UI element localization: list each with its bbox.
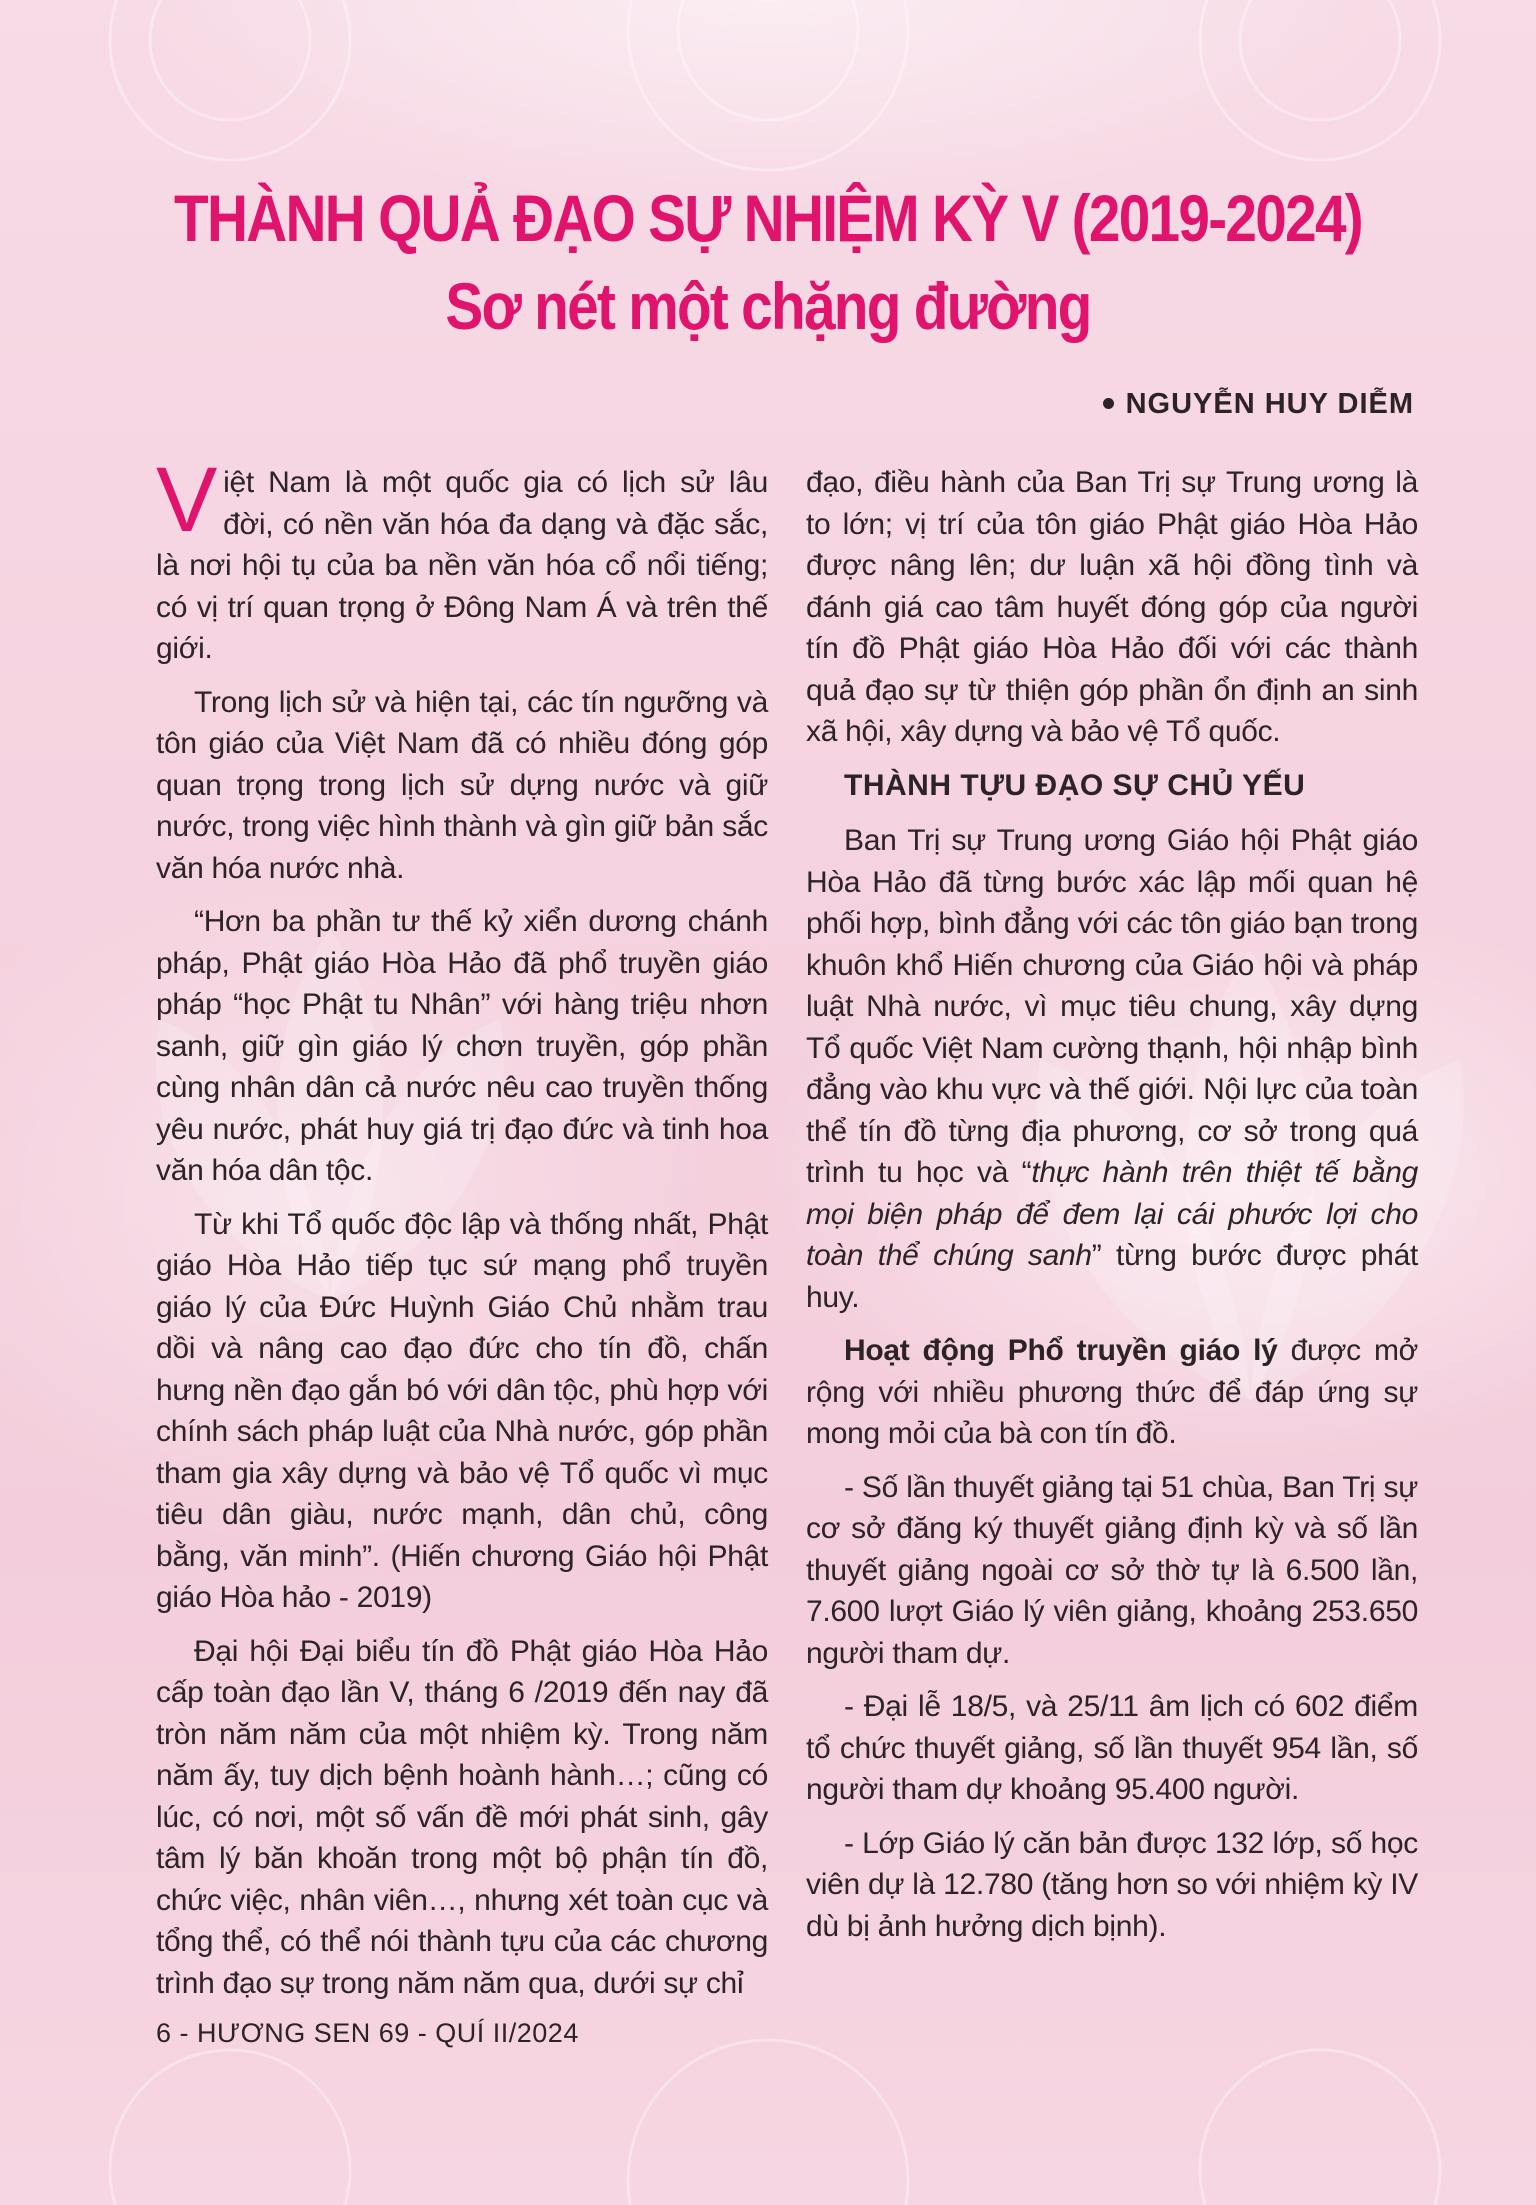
paragraph: “Hơn ba phần tư thế kỷ xiển dương chánh pháp, Phật giáo Hòa Hảo đã phổ truyền giáo pháp “học Phật tu Nhân” với hàng triệu nhơn sanh, giữ gìn giáo lý chơn truyền, góp phần cùng nhân dân cả nước nêu cao truyền thống yêu nước, phát huy giá trị đạo đức và tinh hoa văn hóa dân tộc. xyxy=(156,905,768,1187)
paragraph: Hoạt động Phổ truyền giáo lý được mở rộng với nhiều phương thức để đáp ứng sự mong mỏi của bà con tín đồ. xyxy=(806,1334,1419,1450)
paragraph: đạo, điều hành của Ban Trị sự Trung ương là to lớn; vị trí của tôn giáo Phật giáo Hòa Hảo được nâng lên; dư luận xã hội đồng tình và đánh giá cao tâm huyết đóng góp của người tín đồ Phật giáo Hòa Hảo đối với các thành quả đạo sự từ thiện góp phần ổn định an sinh xã hội, xây dựng và bảo vệ Tổ quốc. xyxy=(806,466,1418,748)
section-heading: THÀNH TỰU ĐẠO SỰ CHỦ YẾU xyxy=(844,768,1306,802)
paragraph: Trong lịch sử và hiện tại, các tín ngưỡng và tôn giáo của Việt Nam đã có nhiều đóng góp quan trọng trong lịch sử dựng nước và giữ nước, trong việc hình thành và gìn giữ bản sắc văn hóa nước nhà. xyxy=(156,685,768,885)
drop-cap: V xyxy=(156,449,218,551)
paragraph: - Lớp Giáo lý căn bản được 132 lớp, số học viên dự là 12.780 (tăng hơn so với nhiệm kỳ IV dù bị ảnh hưởng dịch bịnh). xyxy=(806,1826,1418,1943)
italic-quote: thực hành trên thiệt tế bằng mọi biện pháp để đem lại cái phước lợi cho toàn thể chúng sanh xyxy=(806,1156,1418,1272)
paragraph: Từ khi Tổ quốc độc lập và thống nhất, Phật giáo Hòa Hảo tiếp tục sứ mạng phổ truyền giáo lý của Đức Huỳnh Giáo Chủ nhằm trau dồi và nâng cao đạo đức cho tín đồ, chấn hưng nền đạo gắn bó với dân tộc, phù hợp với chính sách pháp luật của Nhà nước, góp phần tham gia xây dựng và bảo vệ Tổ quốc vì mục tiêu dân giàu, nước mạnh, dân chủ, công bằng, văn minh”. (Hiến chương Giáo hội Phật giáo Hòa hảo - 2019) xyxy=(156,1207,768,1614)
page-footer: 6 - HƯƠNG SEN 69 - QUÍ II/2024 xyxy=(156,2018,579,2048)
bullet-icon xyxy=(1103,398,1114,409)
article-title-line1: THÀNH QUẢ ĐẠO SỰ NHIỆM KỲ V (2019-2024) xyxy=(173,181,1362,255)
paragraph: - Số lần thuyết giảng tại 51 chùa, Ban Trị sự cơ sở đăng ký thuyết giảng định kỳ và số lần thuyết giảng ngoài cơ sở thờ tự là 6.500 lần, 7.600 lượt Giáo lý viên giảng, khoảng 253.650 người tham dự. xyxy=(806,1470,1418,1670)
article-title-line2: Sơ nét một chặng đường xyxy=(445,269,1091,343)
right-column xyxy=(806,462,1418,1959)
bold-lead: Hoạt động Phổ truyền giáo lý xyxy=(844,1334,1278,1367)
paragraph: Đại hội Đại biểu tín đồ Phật giáo Hòa Hảo cấp toàn đạo lần V, tháng 6 /2019 đến nay đã tròn năm năm của một nhiệm kỳ. Trong năm năm ấy, tuy dịch bệnh hoành hành…; cũng có lúc, có nơi, một số vấn đề mới phát sinh, gây tâm lý băn khoăn trong một bộ phận tín đồ, chức việc, nhân viên…, nhưng xét toàn cục và tổng thể, có thể nói thành tựu của các chương trình đạo sự trong năm năm qua, dưới sự chỉ xyxy=(156,1634,768,2000)
paragraph: Ban Trị sự Trung ương Giáo hội Phật giáo Hòa Hảo đã từng bước xác lập mối quan hệ phối hợp, bình đẳng với các tôn giáo bạn trong khuôn khổ Hiến chương của Giáo hội và pháp luật Nhà nước, vì mục tiêu chung, xây dựng Tổ quốc Việt Nam cường thạnh, hội nhập bình đẳng vào khu vực và thế giới. Nội lực của toàn thể tín đồ từng địa phương, cơ sở trong quá trình tu học và “thực hành trên thiệt tế bằng mọi biện pháp để đem lại cái phước lợi cho toàn thể chúng sanh” từng bước được phát huy. xyxy=(806,824,1418,1314)
paragraph: Việt Nam là một quốc gia có lịch sử lâu đời, có nền văn hóa đa dạng và đặc sắc, là nơi hội tụ của ba nền văn hóa cổ nổi tiếng; có vị trí quan trọng ở Đông Nam Á và trên thế giới. xyxy=(156,449,768,665)
author-byline xyxy=(1103,388,1414,421)
left-column xyxy=(156,449,768,2016)
paragraph: - Đại lễ 18/5, và 25/11 âm lịch có 602 điểm tổ chức thuyết giảng, số lần thuyết 954 lần, số người tham dự khoảng 95.400 người. xyxy=(806,1690,1418,1806)
author-name: NGUYỄN HUY DIỄM xyxy=(1125,388,1414,420)
